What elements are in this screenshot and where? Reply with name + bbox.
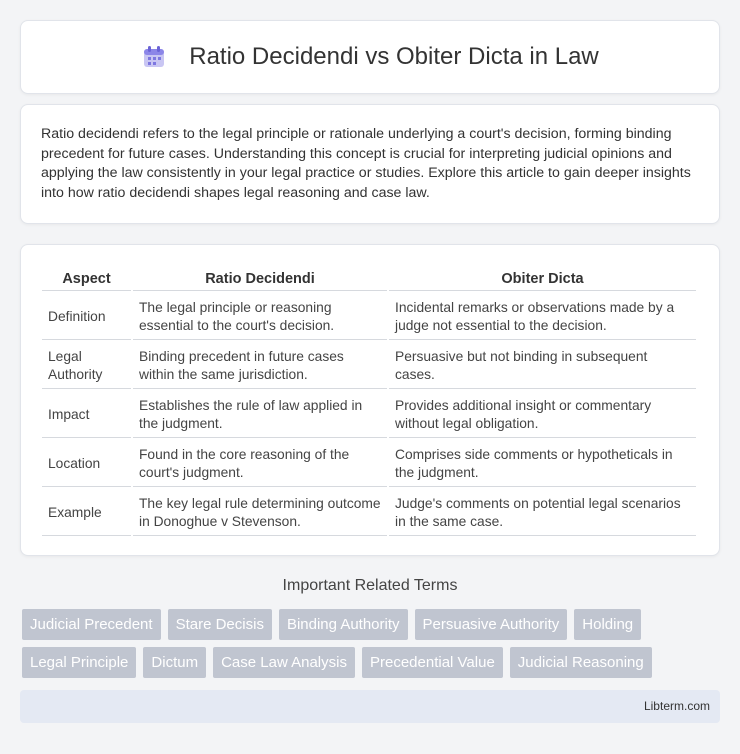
- footer-site-link[interactable]: Libterm.com: [643, 699, 710, 713]
- ratio-cell: The legal principle or reasoning essential to the court's decision.: [133, 293, 387, 340]
- term-tag[interactable]: Case Law Analysis: [213, 647, 355, 678]
- table-row: [42, 489, 696, 536]
- term-tag[interactable]: Dictum: [143, 647, 206, 678]
- term-tag[interactable]: Binding Authority: [279, 609, 408, 640]
- aspect-cell: Example: [42, 489, 131, 536]
- comparison-table: [40, 265, 698, 538]
- aspect-cell: Location: [42, 440, 131, 487]
- term-tag[interactable]: Holding: [574, 609, 641, 640]
- term-tag[interactable]: Judicial Precedent: [22, 609, 161, 640]
- term-tag[interactable]: Persuasive Authority: [415, 609, 568, 640]
- table-row: [42, 391, 696, 438]
- ratio-cell: Binding precedent in future cases within the same jurisdiction.: [133, 342, 387, 389]
- table-row: [42, 342, 696, 389]
- obiter-cell: Provides additional insight or commentary without legal obligation.: [389, 391, 696, 438]
- intro-card: [20, 104, 720, 224]
- related-terms-title: Important Related Terms: [282, 577, 458, 594]
- intro-text: Ratio decidendi refers to the legal principle or rationale underlying a court's decision, forming binding precedent for future cases. Understanding this concept is crucial for interpreting judicial opinions and applying the law consistently in your legal practice or studies. Explore this article to gain deeper insights into how ratio decidendi shapes legal reasoning and case law.: [41, 126, 691, 201]
- related-terms-list: [22, 608, 722, 684]
- term-tag[interactable]: Stare Decisis: [168, 609, 272, 640]
- table-row: [42, 293, 696, 340]
- table-header-row: [42, 267, 696, 291]
- calendar-icon: [141, 44, 167, 70]
- term-tag[interactable]: Precedential Value: [362, 647, 503, 678]
- obiter-cell: Incidental remarks or observations made by a judge not essential to the decision.: [389, 293, 696, 340]
- ratio-cell: Establishes the rule of law applied in the judgment.: [133, 391, 387, 438]
- term-tag[interactable]: Legal Principle: [22, 647, 136, 678]
- aspect-cell: Impact: [42, 391, 131, 438]
- obiter-cell: Persuasive but not binding in subsequent cases.: [389, 342, 696, 389]
- aspect-cell: Definition: [42, 293, 131, 340]
- header-aspect: Aspect: [42, 267, 131, 291]
- header-obiter-dicta: Obiter Dicta: [389, 267, 696, 291]
- ratio-cell: The key legal rule determining outcome in Donoghue v Stevenson.: [133, 489, 387, 536]
- obiter-cell: Judge's comments on potential legal scenarios in the same case.: [389, 489, 696, 536]
- table-row: [42, 440, 696, 487]
- comparison-card: [20, 244, 720, 556]
- footer: [20, 690, 720, 723]
- ratio-cell: Found in the core reasoning of the court's judgment.: [133, 440, 387, 487]
- page-title: Ratio Decidendi vs Obiter Dicta in Law: [189, 43, 599, 70]
- obiter-cell: Comprises side comments or hypotheticals in the judgment.: [389, 440, 696, 487]
- header-ratio-decidendi: Ratio Decidendi: [133, 267, 387, 291]
- term-tag[interactable]: Judicial Reasoning: [510, 647, 652, 678]
- title-card: [20, 20, 720, 94]
- aspect-cell: Legal Authority: [42, 342, 131, 389]
